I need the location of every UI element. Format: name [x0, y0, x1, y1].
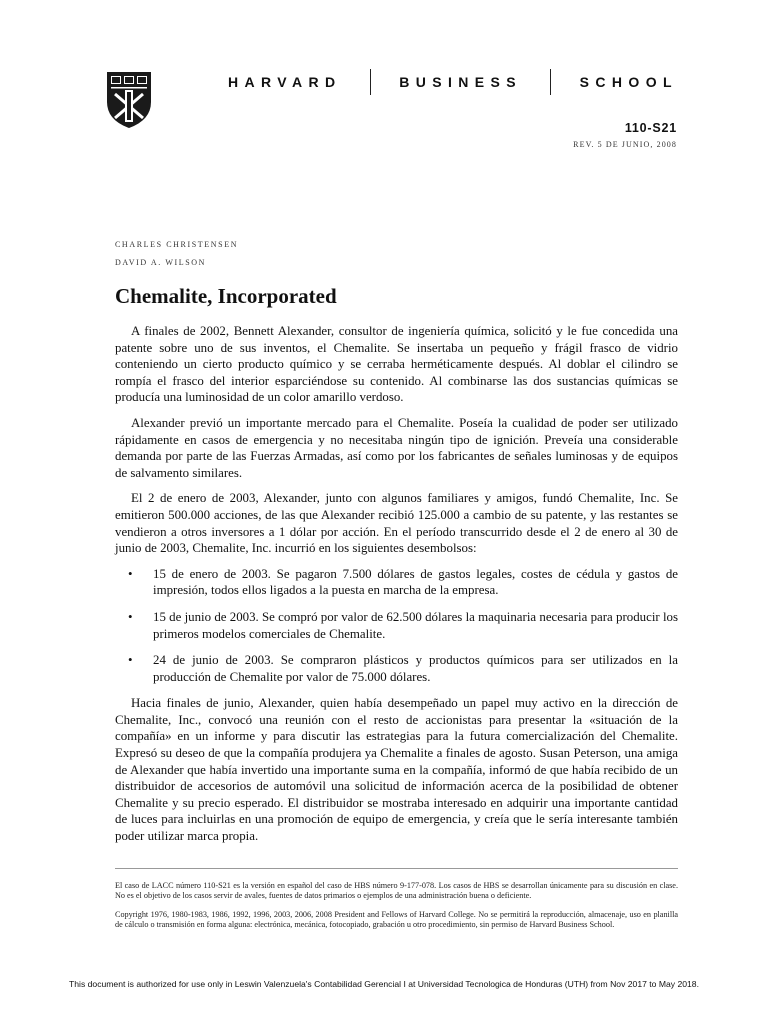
footnote-case-info: El caso de LACC número 110-S21 es la versión en español del caso de HBS número 9-177-078. Los casos de HBS se desarrollan únicamente para su discusión en clase. No es el objetivo de los casos servir de avales, fuentes de datos primarios o ejemplos de una administración buena o deficiente.: [115, 881, 678, 901]
document-title: Chemalite, Incorporated: [115, 284, 337, 308]
footnote-copyright: Copyright 1976, 1980-1983, 1986, 1992, 1996, 2003, 2006, 2008 President and Fellows of Harvard College. No se permitirá la reproducción, almacenaje, uso en planilla de cálculo o transmisión en forma alguna: electrónica, mecánica, fotocopiado, grabación u otro procedimiento, sin permiso de Harvard Business School.: [115, 909, 678, 930]
harvard-shield-icon: [107, 72, 151, 128]
list-item-text: 24 de junio de 2003. Se compraron plásticos y productos químicos para ser utilizados en la producción de Chemalite por valor de 75.000 dólares.: [153, 653, 678, 684]
document-body: [115, 323, 678, 854]
authorization-notice: This document is authorized for use only in Leswin Valenzuela's Contabilidad Gerencial I at Universidad Tecnologica de Honduras (UTH) from Nov 2017 to May 2018.: [69, 979, 699, 989]
header-word-harvard: HARVARD: [228, 74, 342, 90]
hbs-header: [228, 70, 678, 94]
body-paragraph: Hacia finales de junio, Alexander, quien había desempeñado un papel muy activo en la dirección de Chemalite, Inc., convocó una reunión con el resto de accionistas para presentar la «situación de la compañía» en un informe y para discutir las estrategias para la futura comercialización del Chemalite. Expresó su deseo de que la compañía produjera ya Chemalite a finales de agosto. Susan Peterson, una amiga de Alexander que había invertido una importante suma en la compañía, informó de que había recibido de un distribuidor de accesorios de automóvil una solicitud de información acerca de la posibilidad de obtener Chemalite y su precio esperado. El distribuidor se mostraba interesado en adquirir una importante cantidad de luces para incluirlas en una promoción de equipo de emergencia, y creía que le sería interesante también poder utilizar marca propia.: [115, 696, 678, 844]
header-word-school: SCHOOL: [579, 74, 678, 90]
header-word-business: BUSINESS: [399, 74, 522, 90]
case-number: 110-S21: [624, 121, 677, 135]
list-item: [115, 652, 678, 685]
footnote-divider: [115, 868, 678, 869]
revision-date: REV. 5 DE JUNIO, 2008: [573, 140, 677, 149]
expense-list: [115, 566, 678, 686]
body-paragraph: Alexander previó un importante mercado para el Chemalite. Poseía la cualidad de poder ser utilizado rápidamente en casos de emergencia y no necesitaba ningún tipo de ignición. Preveía una considerable demanda por parte de las Fuerzas Armadas, así como por los fabricantes de señales luminosas y de equipos de salvamento similares.: [115, 415, 678, 480]
author-name: CHARLES CHRISTENSEN: [115, 240, 239, 249]
bullet-icon: •: [128, 653, 133, 668]
body-paragraph: A finales de 2002, Bennett Alexander, consultor de ingeniería química, solicitó y le fue concedida una patente sobre uno de sus inventos, el Chemalite. Se insertaba un pequeño y frágil frasco de vidrio conteniendo un cierto producto químico y se cerraba herméticamente después. Al doblar el cilindro se rompía el frasco del interior esparciéndose su contenido. Al combinarse las dos sustancias químicas se producía una luminosidad de un color amarillo verdoso.: [115, 324, 678, 405]
list-item-text: 15 de junio de 2003. Se compró por valor de 62.500 dólares la maquinaria necesaria para producir los primeros modelos comerciales de Chemalite.: [153, 609, 678, 641]
body-paragraph: El 2 de enero de 2003, Alexander, junto con algunos familiares y amigos, fundó Chemalite, Inc. Se emitieron 500.000 acciones, de las que Alexander recibió 125.000 a cambio de su patente, y las restantes se vendieron a otros inversores a 1 dólar por acción. En el período transcurrido desde el 2 de enero al 30 de junio de 2003, Chemalite, Inc. incurrió en los siguientes desembolsos:: [115, 491, 678, 556]
footnotes: [115, 881, 678, 939]
bullet-icon: •: [128, 609, 133, 624]
header-separator: [370, 69, 371, 95]
list-item: [115, 566, 678, 599]
header-separator: [550, 69, 551, 95]
list-item-text: 15 de enero de 2003. Se pagaron 7.500 dólares de gastos legales, costes de cédula y gastos de impresión, todos ellos ligados a la puesta en marcha de la empresa.: [153, 566, 678, 598]
author-name: DAVID A. WILSON: [115, 258, 207, 267]
bullet-icon: •: [128, 566, 133, 581]
list-item: [115, 609, 678, 642]
